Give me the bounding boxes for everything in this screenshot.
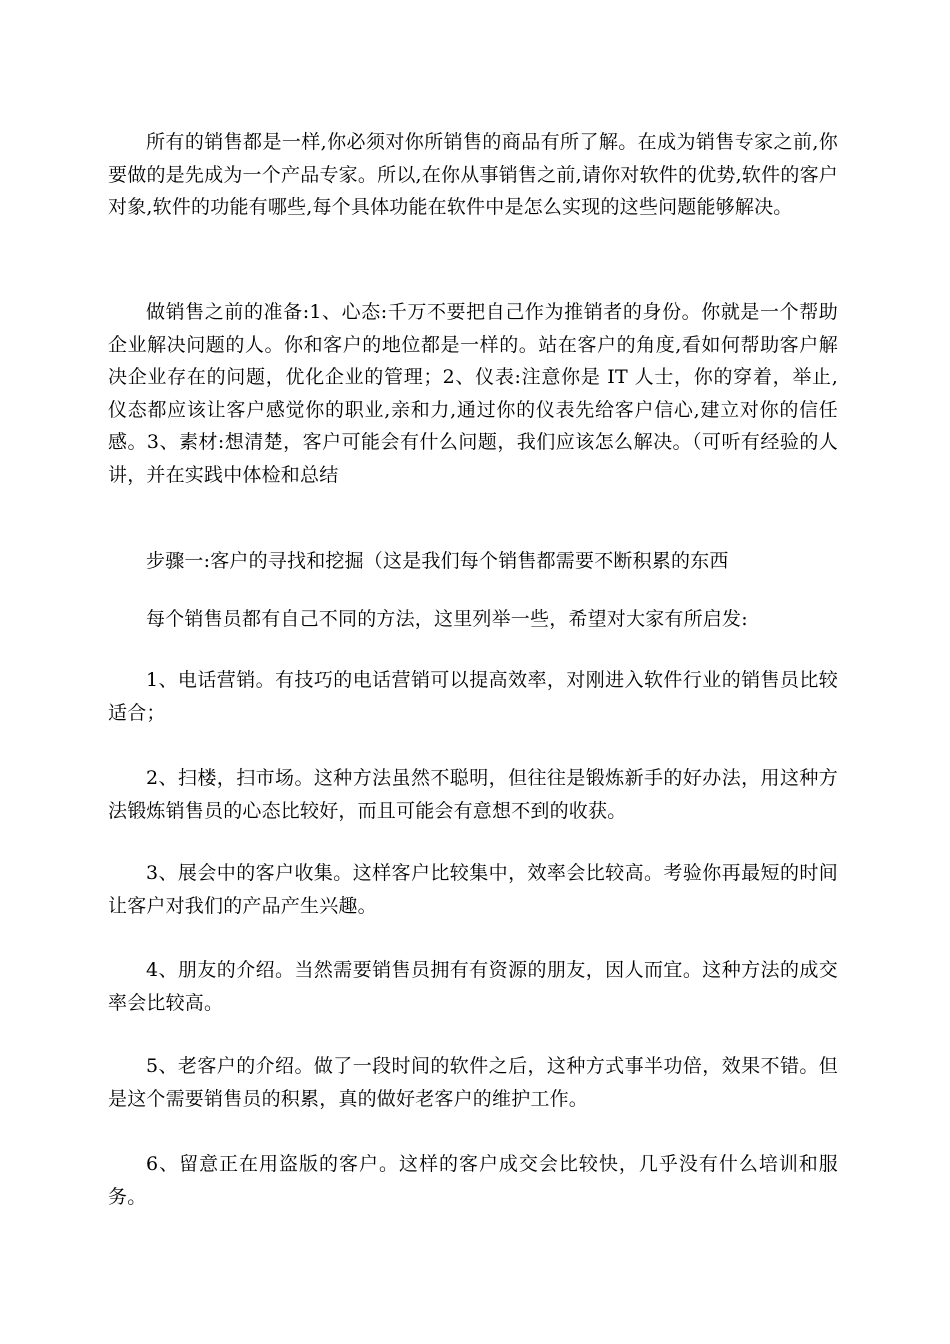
list-item-pirated-users: 6、留意正在用盗版的客户。这样的客户成交会比较快，几乎没有什么培训和服务。	[108, 1153, 838, 1208]
paragraph-step-one: 步骤一:客户的寻找和挖掘（这是我们每个销售都需要不断积累的东西	[146, 550, 729, 572]
list-item-telemarketing: 1、电话营销。有技巧的电话营销可以提高效率，对刚进入软件行业的销售员比较适合；	[108, 669, 838, 724]
paragraph-product-knowledge: 所有的销售都是一样,你必须对你所销售的商品有所了解。在成为销售专家之前,你要做的是先成为一个产品专家。所以,在你从事销售之前,请你对软件的优势,软件的客户对象,软件的功能有哪些,每个具体功能在软件中是怎么实现的这些问题能够解决。	[108, 131, 838, 218]
list-item-trade-show: 3、展会中的客户收集。这样客户比较集中，效率会比较高。考验你再最短的时间让客户对我们的产品产生兴趣。	[108, 862, 838, 917]
list-item-friend-referral: 4、朋友的介绍。当然需要销售员拥有有资源的朋友，因人而宜。这种方法的成交率会比较高。	[108, 959, 838, 1014]
list-item-customer-referral: 5、老客户的介绍。做了一段时间的软件之后，这种方式事半功倍，效果不错。但是这个需要销售员的积累，真的做好老客户的维护工作。	[108, 1055, 838, 1110]
paragraph-preparation: 做销售之前的准备:1、心态:千万不要把自己作为推销者的身份。你就是一个帮助企业解决问题的人。你和客户的地位都是一样的。站在客户的角度,看如何帮助客户解决企业存在的问题，优化企业的管理；2、仪表:注意你是 IT 人士，你的穿着，举止,仪态都应该让客户感觉你的职业,亲和力,通过你的仪表先给客户信心,建立对你的信任感。3、素材:想清楚，客户可能会有什么问题，我们应该怎么解决。（可听有经验的人讲，并在实践中体检和总结	[108, 301, 838, 486]
paragraph-methods-intro: 每个销售员都有自己不同的方法，这里列举一些，希望对大家有所启发:	[146, 608, 748, 630]
list-item-canvassing: 2、扫楼，扫市场。这种方法虽然不聪明，但往往是锻炼新手的好办法，用这种方法锻炼销售员的心态比较好，而且可能会有意想不到的收获。	[108, 767, 838, 822]
